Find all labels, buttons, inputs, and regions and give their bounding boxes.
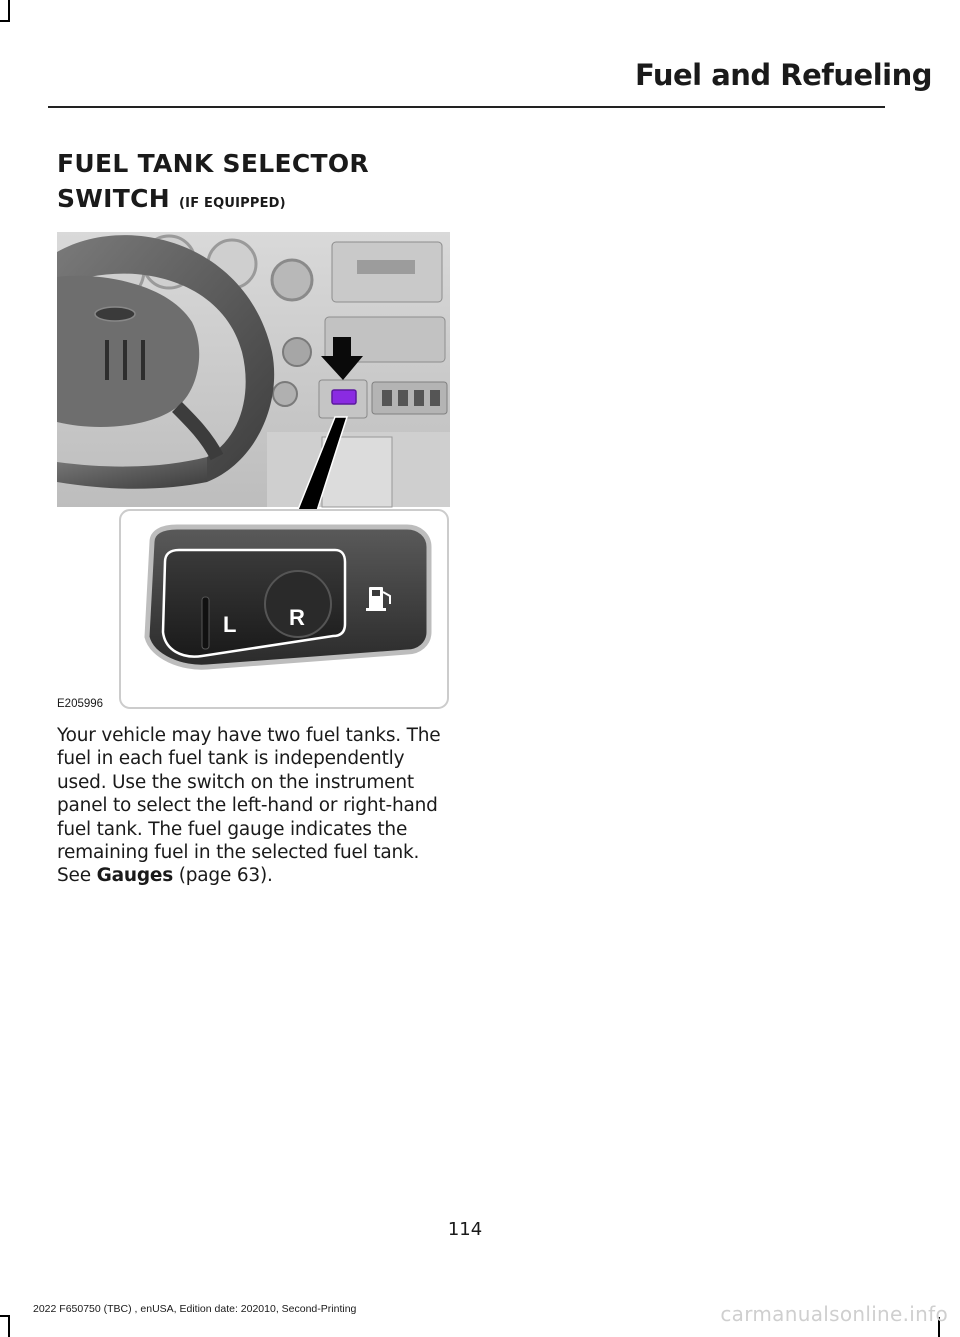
- fuel-tank-switch-illustration: [57, 232, 450, 712]
- page-number: 114: [447, 1219, 483, 1240]
- page-header-title: Fuel and Refueling: [634, 58, 932, 92]
- body-text-before: Your vehicle may have two fuel tanks. The fuel in each fuel tank is independently used. Use the switch on the instrument panel to select the left-hand or right-hand fuel tank. The fuel gauge indicates the remaining fuel in the selected fuel tank. See: [57, 725, 441, 887]
- crop-mark: [8, 0, 10, 20]
- watermark: carmanualsonline.info: [720, 1302, 948, 1326]
- switch-left-label: L: [223, 612, 237, 637]
- section-title-suffix: (IF EQUIPPED): [179, 196, 286, 211]
- crop-mark: [0, 1315, 10, 1317]
- body-text-after: (page 63).: [173, 865, 273, 887]
- gauges-link[interactable]: Gauges: [96, 865, 174, 887]
- highlighted-switch: [332, 390, 356, 404]
- crop-mark: [0, 20, 10, 22]
- section-title: [57, 146, 477, 221]
- figure-code: E205996: [57, 698, 104, 710]
- footer-text: 2022 F650750 (TBC) , enUSA, Edition date: 202010, Second-Printing: [33, 1303, 357, 1315]
- switch-right-label: R: [289, 605, 305, 630]
- section-title-main: FUEL TANK SELECTOR SWITCH: [57, 149, 369, 213]
- header-rule: [48, 106, 885, 108]
- body-paragraph: [57, 724, 457, 888]
- crop-mark: [8, 1317, 10, 1337]
